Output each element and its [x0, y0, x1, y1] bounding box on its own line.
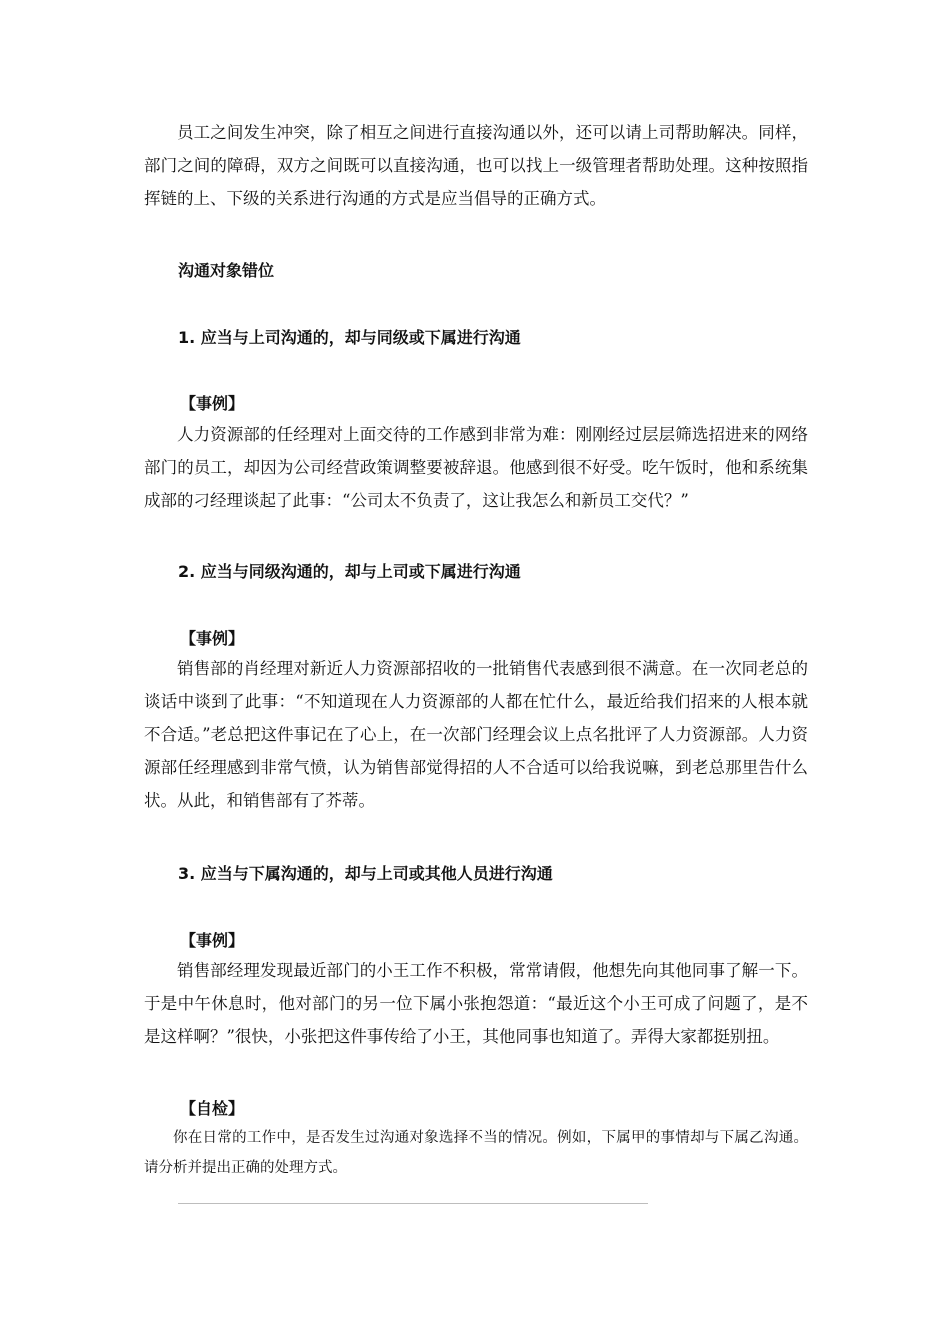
- case-3-label: 【事例】: [180, 931, 245, 950]
- case-2-heading: 2. 应当与同级沟通的，却与上司或下属进行沟通: [178, 562, 521, 581]
- case-1-heading: 1. 应当与上司沟通的，却与同级或下属进行沟通: [178, 328, 521, 347]
- self-check-text: 你在日常的工作中，是否发生过沟通对象选择不当的情况。例如，下属甲的事情却与下属乙沟通。请分析并提出正确的处理方式。: [144, 1130, 808, 1176]
- case-1-label: 【事例】: [180, 394, 245, 413]
- case-2-label: 【事例】: [180, 629, 245, 648]
- self-check-label: 【自检】: [180, 1099, 245, 1118]
- case-2-text: 销售部的肖经理对新近人力资源部招收的一批销售代表感到很不满意。在一次同老总的谈话中谈到了此事：“不知道现在人力资源部的人都在忙什么，最近给我们招来的人根本就不合适。”老总把这件事记在了心上，在一次部门经理会议上点名批评了人力资源部。人力资源部任经理感到非常气愤，认为销售部觉得招的人不合适可以给我说嘛，到老总那里告什么状。从此，和销售部有了芥蒂。: [144, 659, 808, 810]
- footer-divider: [178, 1203, 648, 1204]
- case-1-text: 人力资源部的任经理对上面交待的工作感到非常为难：刚刚经过层层筛选招进来的网络部门的员工，却因为公司经营政策调整要被辞退。他感到很不好受。吃午饭时，他和系统集成部的刁经理谈起了此事：“公司太不负责了，这让我怎么和新员工交代？”: [144, 425, 808, 510]
- section-title: 沟通对象错位: [178, 261, 275, 280]
- case-3-text: 销售部经理发现最近部门的小王工作不积极，常常请假，他想先向其他同事了解一下。于是中午休息时，他对部门的另一位下属小张抱怨道：“最近这个小王可成了问题了，是不是这样啊？”很快，小张把这件事传给了小王，其他同事也知道了。弄得大家都挺别扭。: [144, 961, 808, 1046]
- intro-paragraph: 员工之间发生冲突，除了相互之间进行直接沟通以外，还可以请上司帮助解决。同样，部门之间的障碍，双方之间既可以直接沟通，也可以找上一级管理者帮助处理。这种按照指挥链的上、下级的关系进行沟通的方式是应当倡导的正确方式。: [144, 123, 808, 208]
- case-3-heading: 3. 应当与下属沟通的，却与上司或其他人员进行沟通: [178, 864, 553, 883]
